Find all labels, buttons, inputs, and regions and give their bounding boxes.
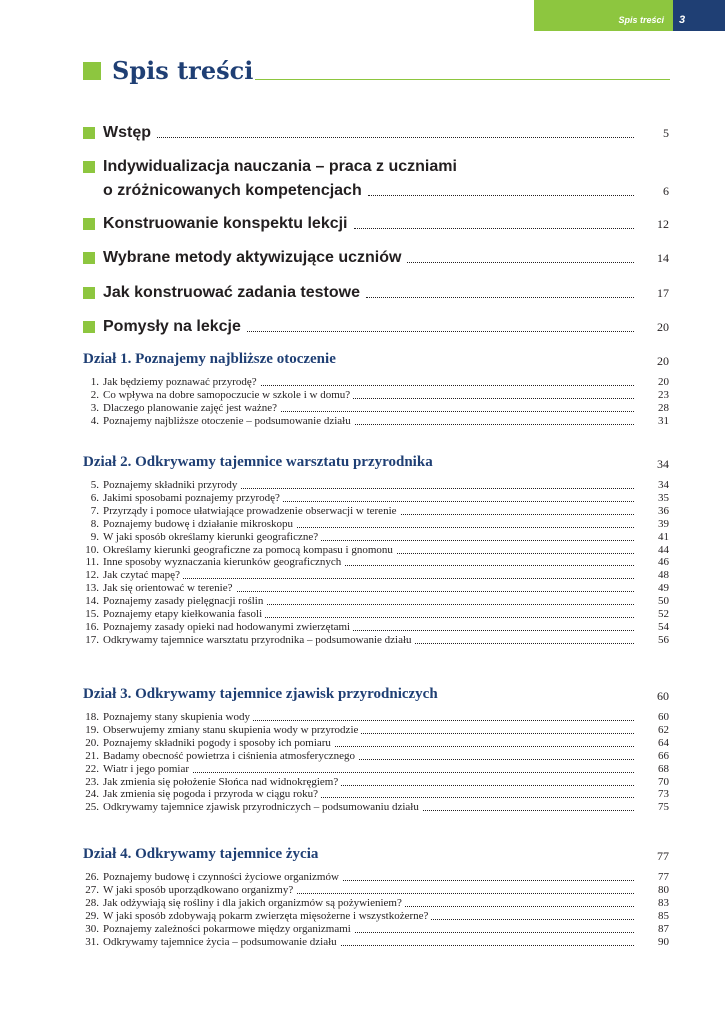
section-heading[interactable]: [83, 846, 670, 864]
toc-item-title: Przyrządy i pomoce ułatwiające prowadzenie obserwacji w terenie: [103, 504, 397, 517]
toc-item-text: [83, 788, 321, 801]
main-entry-title: Wybrane metody aktywizujące uczniów: [103, 249, 402, 266]
toc-item-title: Jak się orientować w terenie?: [103, 582, 233, 595]
toc-item[interactable]: [83, 492, 670, 505]
toc-item[interactable]: [83, 801, 670, 814]
dot-leader: [157, 137, 634, 138]
dot-leader: [247, 331, 634, 332]
section-page: 34: [657, 457, 669, 471]
toc-item-title: Poznajemy stany skupienia wody: [103, 711, 250, 723]
toc-item-title: Określamy kierunki geograficzne za pomocą kompasu i gnomonu: [103, 543, 393, 556]
page-ref: 52: [658, 608, 669, 620]
header-label: Spis treści: [618, 15, 664, 25]
toc-item-text: [83, 556, 344, 569]
toc-item-number: 31.: [85, 935, 99, 948]
toc-item-title: Jakimi sposobami poznajemy przyrodę?: [103, 491, 280, 504]
toc-item[interactable]: [83, 737, 670, 750]
toc-item-text: [83, 910, 431, 923]
toc-item-title: Poznajemy budowę i czynności życiowe organizmów: [103, 871, 339, 883]
main-entry[interactable]: [83, 120, 670, 148]
green-square-icon: [83, 62, 101, 80]
page-ref: 28: [658, 401, 669, 414]
toc-item-number: 18.: [85, 711, 99, 723]
toc-item-title: W jaki sposób określamy kierunki geograficzne?: [103, 530, 319, 543]
page-ref: 20: [658, 376, 669, 388]
toc-item-number: 28.: [85, 896, 99, 909]
main-entry[interactable]: [83, 154, 670, 206]
green-square-icon: [83, 252, 95, 264]
toc-item-text: [83, 389, 353, 402]
toc-item[interactable]: [83, 923, 670, 936]
toc-item-number: 6.: [90, 491, 99, 504]
toc-item-number: 30.: [85, 922, 99, 935]
page-number: 3: [679, 14, 686, 26]
main-entry-line: [103, 178, 670, 200]
toc-item-number: 26.: [85, 871, 99, 883]
green-square-icon: [83, 127, 95, 139]
toc-item-text: [83, 608, 265, 621]
page-ref: 87: [658, 922, 669, 935]
toc-item-number: 11.: [85, 556, 99, 569]
toc-item[interactable]: [83, 711, 670, 724]
toc-item[interactable]: [83, 569, 670, 582]
page-ref: 36: [658, 504, 669, 517]
toc-item-title: Poznajemy zasady pielęgnacji roślin: [103, 595, 264, 608]
toc-item-text: [83, 531, 321, 544]
main-entry-title: Wstęp: [103, 124, 151, 141]
green-square-icon: [83, 161, 95, 173]
page-ref: 17: [657, 286, 669, 300]
dot-leader: [366, 297, 634, 298]
dot-leader: [354, 228, 634, 229]
page-title: Spis treści: [112, 56, 254, 85]
toc-item-text: [83, 801, 422, 814]
toc-item-title: Poznajemy składniki przyrody: [103, 479, 238, 491]
toc-item-text: [83, 621, 353, 634]
toc-item-number: 24.: [85, 788, 99, 801]
main-entry-line: [103, 120, 670, 142]
page-ref: 77: [658, 871, 669, 883]
toc-item-number: 9.: [90, 530, 99, 543]
page-ref: 56: [658, 633, 669, 646]
green-square-icon: [83, 321, 95, 333]
toc-item[interactable]: [83, 724, 670, 737]
page-ref: 66: [658, 749, 669, 762]
toc-item-number: 15.: [85, 608, 99, 620]
toc-item-number: 3.: [90, 401, 99, 414]
toc-item[interactable]: [83, 634, 670, 647]
section: [83, 686, 670, 817]
page-ref: 41: [658, 530, 669, 543]
toc-item-number: 20.: [85, 736, 99, 749]
toc-item-text: [83, 923, 354, 936]
main-entry-title: Pomysły na lekcje: [103, 318, 241, 335]
main-entry[interactable]: [83, 314, 670, 342]
toc-item-text: [83, 582, 236, 595]
toc-item-text: [83, 737, 334, 750]
page-ref: 70: [658, 775, 669, 788]
toc-item-title: Jak będziemy poznawać przyrodę?: [103, 376, 257, 388]
section-heading[interactable]: [83, 351, 670, 369]
toc-item[interactable]: [83, 556, 670, 569]
toc-item-text: [83, 492, 283, 505]
page-ref: 23: [658, 388, 669, 401]
toc-item-number: 27.: [85, 883, 99, 896]
main-entry-line: [103, 245, 670, 267]
toc-item-text: [83, 763, 192, 776]
toc-item-number: 25.: [85, 801, 99, 814]
toc-item-number: 7.: [90, 504, 99, 517]
page-ref: 34: [658, 479, 669, 491]
main-entry[interactable]: [83, 211, 670, 239]
toc-item[interactable]: [83, 897, 670, 910]
page-ref: 90: [658, 935, 669, 948]
main-entry[interactable]: [83, 280, 670, 308]
toc-item-number: 23.: [85, 775, 99, 788]
toc-item-number: 17.: [85, 633, 99, 646]
toc-item-title: Dlaczego planowanie zajęć jest ważne?: [103, 401, 278, 414]
toc-item-text: [83, 569, 183, 582]
section: [83, 454, 670, 650]
toc-item-title: Odkrywamy tajemnice zjawisk przyrodniczych – podsumowaniu działu: [103, 801, 419, 814]
toc-item[interactable]: [83, 402, 670, 415]
toc-item-text: [83, 936, 340, 949]
toc-item-title: Badamy obecność powietrza i ciśnienia atmosferycznego: [103, 749, 355, 762]
toc-item-title: Odkrywamy tajemnice warsztatu przyrodnika – podsumowanie działu: [103, 633, 412, 646]
page-ref: 80: [658, 883, 669, 896]
section-page: 60: [657, 689, 669, 703]
toc-item-number: 5.: [90, 479, 99, 491]
title-rule: [255, 79, 670, 80]
toc-item[interactable]: [83, 910, 670, 923]
toc-item-title: Inne sposoby wyznaczania kierunków geograficznych: [103, 556, 342, 569]
toc-item-text: [83, 595, 266, 608]
section-title: Dział 1. Poznajemy najbliższe otoczenie: [83, 351, 336, 367]
page-ref: 20: [657, 320, 669, 334]
toc-item[interactable]: [83, 376, 670, 389]
main-entry-title: o zróżnicowanych kompetencjach: [103, 182, 362, 199]
toc-item[interactable]: [83, 479, 670, 492]
toc-item[interactable]: [83, 518, 670, 531]
section: [83, 351, 670, 431]
section-heading[interactable]: [83, 686, 670, 704]
dot-leader: [368, 195, 634, 196]
section-title: Dział 2. Odkrywamy tajemnice warsztatu przyrodnika: [83, 454, 433, 470]
toc-item-text: [83, 884, 296, 897]
toc-item[interactable]: [83, 776, 670, 789]
toc-item-number: 22.: [85, 762, 99, 775]
section-heading[interactable]: [83, 454, 670, 472]
toc-item-text: [83, 897, 405, 910]
toc-item[interactable]: [83, 595, 670, 608]
toc-item-number: 13.: [85, 582, 99, 595]
main-entry-line: [103, 314, 670, 336]
toc-item-text: [83, 776, 341, 789]
toc-item-text: [83, 711, 253, 724]
page-ref: 85: [658, 909, 669, 922]
toc-item[interactable]: [83, 389, 670, 402]
toc-item-title: Poznajemy budowę i działanie mikroskopu: [103, 517, 294, 530]
toc-item-number: 19.: [85, 723, 99, 736]
page-ref: 50: [658, 595, 669, 608]
main-entry[interactable]: [83, 245, 670, 273]
toc-item-title: Wiatr i jego pomiar: [103, 762, 190, 775]
toc-item-number: 4.: [90, 414, 99, 427]
page-ref: 62: [658, 723, 669, 736]
title-row: [83, 58, 670, 88]
toc-item-title: Poznajemy zależności pokarmowe między organizmami: [103, 922, 351, 935]
main-entry-line: [103, 211, 670, 233]
toc-item[interactable]: [83, 531, 670, 544]
toc-item-text: [83, 505, 400, 518]
toc-item-number: 21.: [85, 749, 99, 762]
toc-item-title: Obserwujemy zmiany stanu skupienia wody w przyrodzie: [103, 723, 359, 736]
toc-item-number: 29.: [85, 909, 99, 922]
toc-item[interactable]: [83, 936, 670, 949]
toc-item[interactable]: [83, 415, 670, 428]
green-square-icon: [83, 218, 95, 230]
section: [83, 846, 670, 951]
page-ref: 48: [658, 569, 669, 582]
page-ref: 6: [663, 184, 669, 198]
toc-item-title: W jaki sposób uporządkowano organizmy?: [103, 883, 294, 896]
toc-item-title: Jak zmienia się pogoda i przyroda w ciągu roku?: [103, 788, 319, 801]
section-page: 20: [657, 354, 669, 368]
toc-item[interactable]: [83, 505, 670, 518]
toc-item-title: Jak zmienia się położenie Słońca nad widnokręgiem?: [103, 775, 339, 788]
toc-item-text: [83, 415, 354, 428]
toc-item[interactable]: [83, 763, 670, 776]
page-ref: 83: [658, 896, 669, 909]
section-title: Dział 3. Odkrywamy tajemnice zjawisk przyrodniczych: [83, 686, 438, 702]
main-entry-line: [103, 280, 670, 302]
page-ref: 44: [658, 543, 669, 556]
main-entry-title: Indywidualizacja nauczania – praca z uczniami: [103, 158, 457, 175]
page-ref: 5: [663, 126, 669, 140]
toc-item[interactable]: [83, 608, 670, 621]
main-entry-title: Konstruowanie konspektu lekcji: [103, 215, 348, 232]
toc-item-title: Jak odżywiają się rośliny i dla jakich organizmów są pożywieniem?: [103, 896, 402, 909]
toc-item-number: 16.: [85, 620, 99, 633]
section-page: 77: [657, 849, 669, 863]
toc-item-title: Poznajemy najbliższe otoczenie – podsumowanie działu: [103, 414, 351, 427]
toc-item[interactable]: [83, 544, 670, 557]
toc-item-text: [83, 750, 358, 763]
section-title: Dział 4. Odkrywamy tajemnice życia: [83, 846, 319, 862]
toc-item-number: 8.: [90, 517, 99, 530]
toc-item-number: 12.: [85, 569, 99, 582]
toc-item-number: 2.: [90, 388, 99, 401]
toc-item-title: Jak czytać mapę?: [103, 569, 180, 582]
toc-item-number: 10.: [85, 543, 99, 556]
page-number-box: [673, 0, 725, 31]
toc-item-text: [83, 376, 260, 389]
toc-item-number: 1.: [90, 376, 99, 388]
toc-item-text: [83, 634, 415, 647]
dot-leader: [407, 262, 634, 263]
toc-item-text: [83, 871, 342, 884]
toc-item-title: Odkrywamy tajemnice życia – podsumowanie działu: [103, 935, 337, 948]
toc-item-text: [83, 479, 240, 492]
toc-item-title: Poznajemy zasady opieki nad hodowanymi zwierzętami: [103, 620, 351, 633]
toc-item[interactable]: [83, 788, 670, 801]
toc-item[interactable]: [83, 750, 670, 763]
toc-item[interactable]: [83, 582, 670, 595]
toc-item-title: W jaki sposób zdobywają pokarm zwierzęta mięsożerne i wszystkożerne?: [103, 909, 429, 922]
page-ref: 35: [658, 491, 669, 504]
page-ref: 73: [658, 788, 669, 801]
page-ref: 31: [658, 414, 669, 427]
page-ref: 75: [658, 801, 669, 814]
page-ref: 60: [658, 711, 669, 723]
page-ref: 39: [658, 517, 669, 530]
page-ref: 14: [657, 251, 669, 265]
page-ref: 68: [658, 762, 669, 775]
toc-item[interactable]: [83, 871, 670, 884]
toc-item-text: [83, 402, 280, 415]
page-ref: 64: [658, 736, 669, 749]
toc-item[interactable]: [83, 621, 670, 634]
toc-item-text: [83, 518, 296, 531]
toc-item-number: 14.: [85, 595, 99, 608]
page-ref: 12: [657, 217, 669, 231]
main-entry-line: [103, 154, 670, 176]
page-ref: 54: [658, 620, 669, 633]
header-tab: [534, 0, 725, 31]
toc-item-title: Poznajemy składniki pogody i sposoby ich pomiaru: [103, 736, 331, 749]
page-ref: 46: [658, 556, 669, 569]
green-square-icon: [83, 287, 95, 299]
page-ref: 49: [658, 582, 669, 595]
main-entry-title: Jak konstruować zadania testowe: [103, 284, 360, 301]
toc-item-title: Co wpływa na dobre samopoczucie w szkole i w domu?: [103, 388, 351, 401]
toc-item-text: [83, 544, 396, 557]
toc-item[interactable]: [83, 884, 670, 897]
toc-item-title: Poznajemy etapy kiełkowania fasoli: [103, 608, 263, 620]
toc-item-text: [83, 724, 361, 737]
